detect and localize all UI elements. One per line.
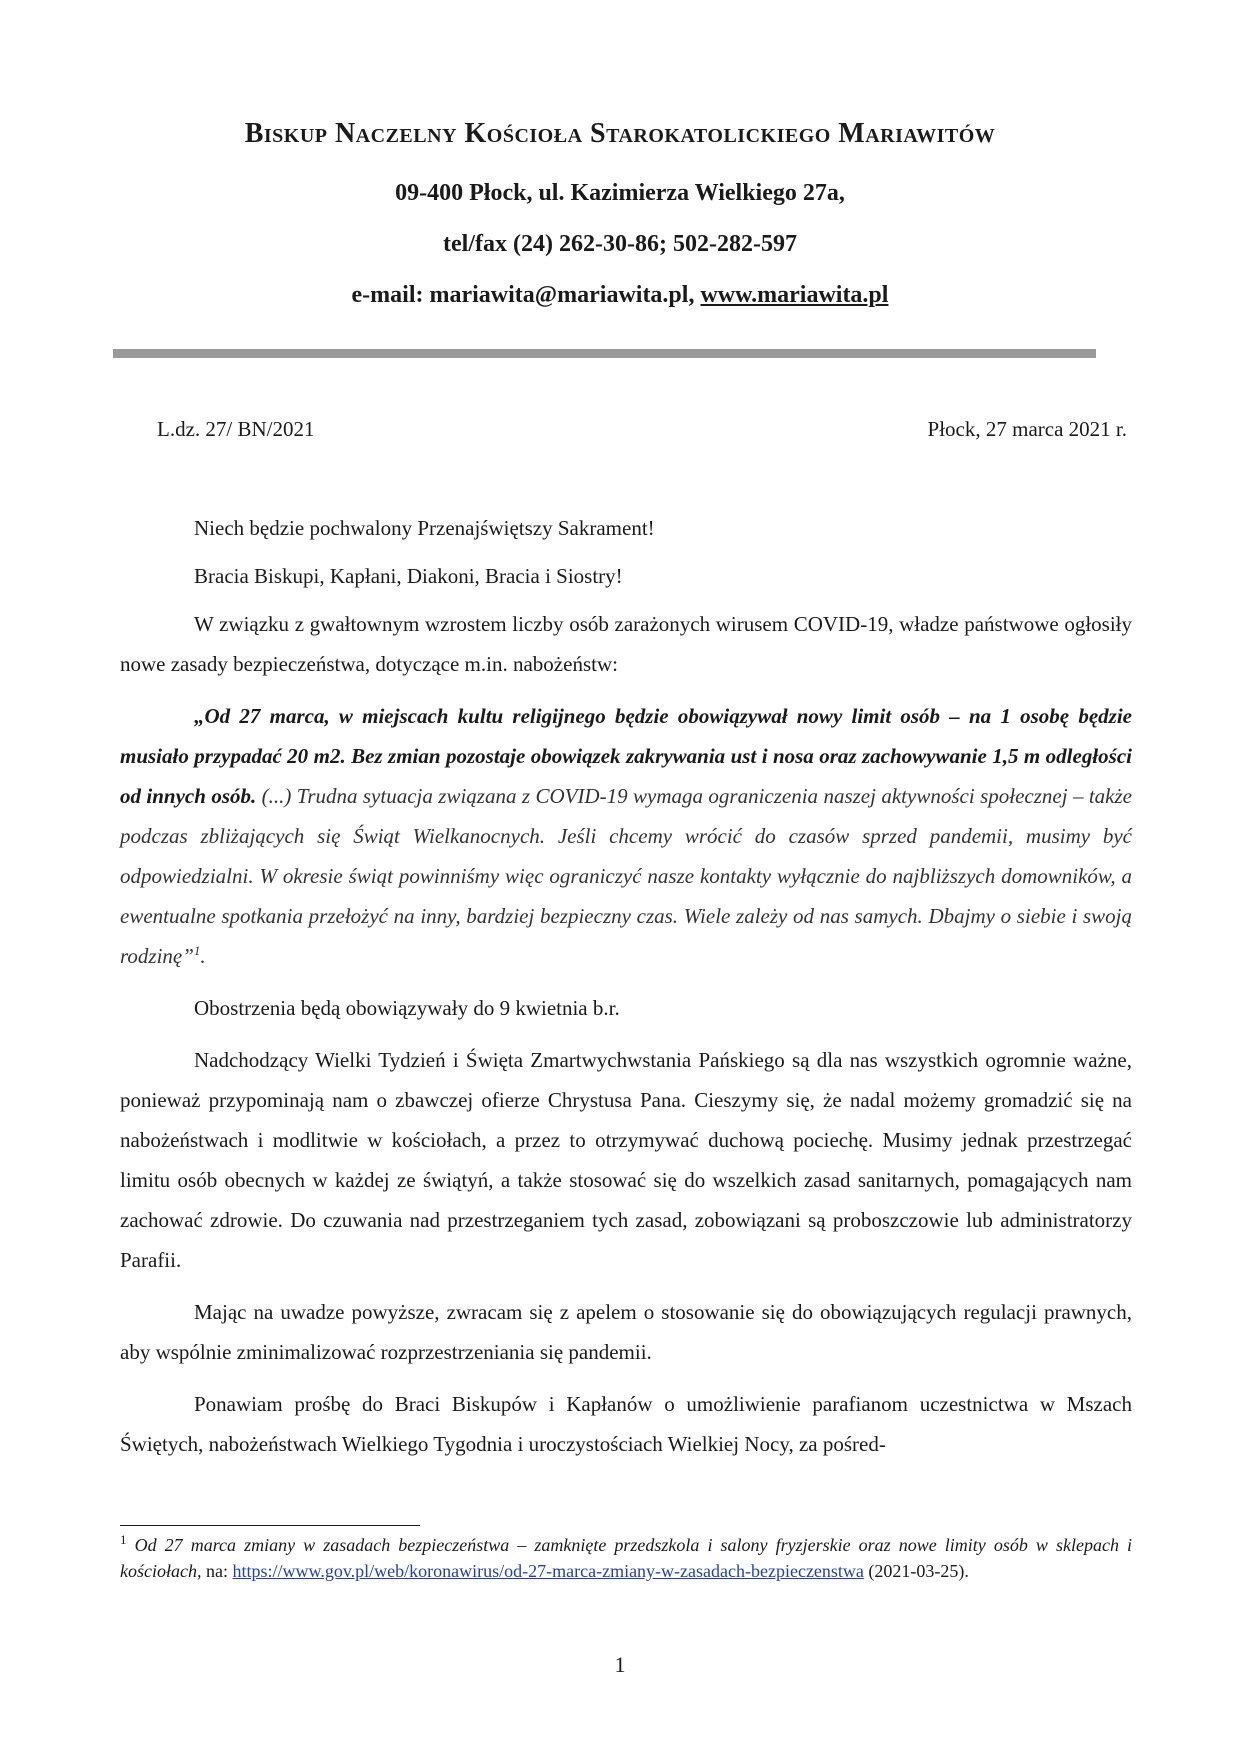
footnote-na: na: [201, 1561, 233, 1581]
letterhead-email [0, 282, 1240, 309]
document-reference: L.dz. 27/ BN/2021 [157, 417, 315, 441]
salutation: Bracia Biskupi, Kapłani, Diakoni, Bracia i Siostry! [194, 564, 623, 588]
quote-end: . [200, 944, 206, 968]
website-link[interactable]: www.mariawita.pl [700, 282, 889, 308]
footnote-accessed: (2021-03-25). [863, 1561, 969, 1581]
greeting: Niech będzie pochwalony Przenajświętszy Sakrament! [194, 516, 655, 540]
document-date: Płock, 27 marca 2021 r. [927, 417, 1127, 441]
footnote-link[interactable]: https://www.gov.pl/web/koronawirus/od-27-marca-zmiany-w-zasadach-bezpieczenstwa [232, 1561, 864, 1581]
letterhead-address: 09-400 Płock, ul. Kazimierza Wielkiego 27a, [395, 180, 845, 206]
paragraph-request: Ponawiam prośbę do Braci Biskupów i Kapłanów o umożliwienie parafianom uczestnictwa w Mszach Świętych, nabożeństwach Wielkiego Tygodnia i uroczystościach Wielkiej Nocy, za pośred- [120, 1392, 1132, 1456]
letterhead-divider [113, 349, 1096, 358]
paragraph-holy-week: Nadchodzący Wielki Tydzień i Święta Zmartwychwstania Pańskiego są dla nas wszystkich ogromnie ważne, ponieważ przypominają nam o zbawczej ofierze Chrystusa Pana. Cieszymy się, że nadal możemy gromadzić się na nabożeństwach i modlitwie w kościołach, a przez to otrzymywać duchową pociechę. Musimy jednak przestrzegać limitu osób obecnych w każdej ze świątyń, a także stosować się do wszelkich zasad sanitarnych, pomagających nam zachować zdrowie. Do czuwania nad przestrzeganiem tych zasad, zobowiązani są proboszczowie lub administratorzy Parafii. [120, 1048, 1132, 1272]
quote-bold: „Od 27 marca, w miejscach kultu religijnego będzie obowiązywał nowy limit osób – na 1 osobę będzie musiało przypadać 20 m2. Bez zmian pozostaje obowiązek zakrywania ust i nosa oraz zachowywanie 1,5 m odległości od innych osób. [120, 704, 1132, 808]
government-quote [120, 696, 1132, 976]
footnote-reference[interactable]: 1 [193, 943, 201, 958]
page-number: 1 [614, 1652, 626, 1677]
footnote-divider [120, 1525, 420, 1526]
letter-body [120, 508, 1132, 1476]
paragraph-appeal: Mając na uwadze powyższe, zwracam się z apelem o stosowanie się do obowiązujących regulacji prawnych, aby wspólnie zminimalizować rozprzestrzeniania się pandemii. [120, 1300, 1132, 1364]
letterhead-phone: tel/fax (24) 262-30-86; 502-282-597 [443, 231, 797, 257]
letterhead-title: Biskup Naczelny Kościoła Starokatolickiego Mariawitów [244, 118, 996, 149]
paragraph-restrictions: Obostrzenia będą obowiązywały do 9 kwietnia b.r. [194, 996, 620, 1020]
quote-regular: (...) Trudna sytuacja związana z COVID-19 wymaga ograniczenia naszej aktywności społecznej – także podczas zbliżających się Świąt Wielkanocnych. Jeśli chcemy wrócić do czasów sprzed pandemii, musimy być odpowiedzialni. W okresie świąt powinniśmy więc ograniczyć nasze kontakty wyłącznie do najbliższych domowników, a ewentualne spotkania przełożyć na inny, bardziej bezpieczny czas. Wiele zależy od nas samych. Dbajmy o siebie i swoją rodzinę” [120, 784, 1132, 968]
footnote [120, 1532, 1132, 1584]
footnote-mark: 1 [120, 1532, 127, 1547]
footnote-title: Od 27 marca zmiany w zasadach bezpieczeństwa – zamknięte przedszkola i salony fryzjerskie oraz nowe limity osób w sklepach i kościołach, [120, 1535, 1133, 1581]
paragraph-intro: W związku z gwałtownym wzrostem liczby osób zarażonych wirusem COVID-19, władze państwowe ogłosiły nowe zasady bezpieczeństwa, dotyczące m.in. nabożeństw: [120, 612, 1132, 676]
email-text: e-mail: mariawita@mariawita.pl, [351, 282, 701, 308]
